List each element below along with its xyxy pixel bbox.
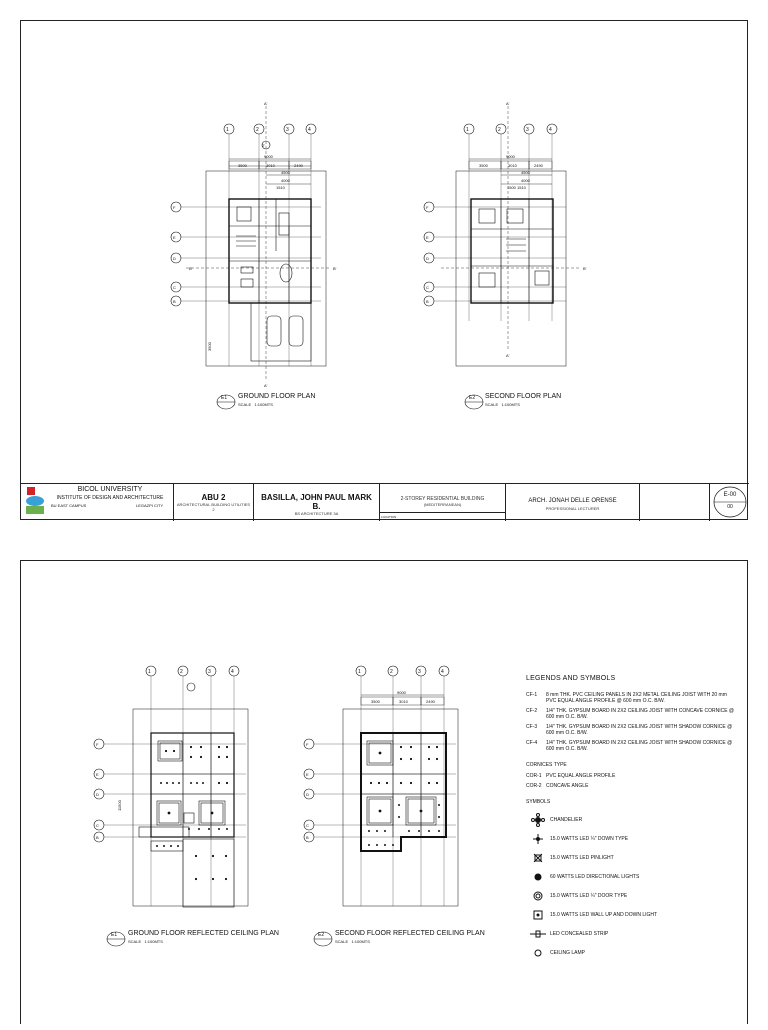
ground-floor-plan	[171, 106, 331, 381]
svg-text:B': B'	[333, 266, 337, 271]
legend-symbol-item: 15.0 WATTS LED ¼" DOOR TYPE	[526, 886, 736, 905]
legend-title: LEGENDS AND SYMBOLS	[526, 675, 616, 682]
svg-text:D: D	[173, 256, 176, 261]
svg-text:F: F	[426, 205, 429, 210]
svg-text:4: 4	[231, 669, 234, 675]
symbols-title: SYMBOLS	[526, 799, 551, 805]
legend-symbol-item: 60 WATTS LED DIRECTIONAL LIGHTS	[526, 867, 736, 886]
course-cell	[173, 483, 253, 521]
svg-text:9000: 9000	[264, 154, 273, 159]
svg-text:3: 3	[208, 669, 211, 675]
svg-text:E: E	[306, 772, 309, 777]
svg-text:3500: 3500	[371, 699, 380, 704]
svg-text:9000: 9000	[506, 154, 515, 159]
svg-text:E: E	[173, 235, 176, 240]
svg-text:E: E	[426, 235, 429, 240]
svg-text:3: 3	[286, 127, 289, 133]
svg-text:C: C	[173, 285, 176, 290]
location-label: LOCATION	[380, 512, 506, 521]
sheet-gap	[0, 528, 768, 552]
svg-text:1: 1	[148, 669, 151, 675]
legend-ceiling-item: CF-3 1/4" THK. GYPSUM BOARD IN 2X2 CEILING JOIST WITH SHADOW CORNICE @ 600 mm O.C. B/W.	[526, 724, 733, 736]
svg-text:B: B	[96, 835, 99, 840]
svg-text:3010: 3010	[266, 163, 275, 168]
project-desc: (MEDITERRANEAN)	[423, 502, 462, 507]
svg-text:3500: 3500	[479, 163, 488, 168]
plan-title-second: SECOND FLOOR PLAN	[485, 393, 562, 400]
plan-title-ground: GROUND FLOOR PLAN	[238, 393, 316, 400]
rcp-title-ground: GROUND FLOOR REFLECTED CEILING PLAN	[128, 930, 279, 937]
svg-text:A': A'	[264, 101, 268, 106]
svg-text:1510: 1510	[276, 185, 285, 190]
svg-text:1500 1510: 1500 1510	[507, 185, 526, 190]
student-cell	[253, 483, 379, 521]
svg-text:C: C	[426, 285, 429, 290]
svg-text:2: 2	[498, 127, 501, 133]
svg-text:3500: 3500	[207, 342, 212, 351]
svg-text:F: F	[306, 742, 309, 747]
svg-text:F: F	[96, 742, 99, 747]
legend-ceiling-item: CF-2 1/4" THK. GYPSUM BOARD IN 2X2 CEILING JOIST WITH CONCAVE CORNICE @ 600 mm O.C. B/W.	[526, 708, 734, 720]
ground-reflected-ceiling-plan	[94, 666, 248, 907]
project-name: 2-STOREY RESIDENTIAL BUILDING	[400, 496, 485, 502]
project-cell	[379, 483, 505, 521]
svg-text:B': B'	[189, 266, 193, 271]
ceiling-plan-sheet	[20, 560, 748, 1024]
floor-plan-drawing	[21, 21, 749, 483]
rcp-scale-label: SCALE 1:100MTS	[128, 939, 163, 944]
rcp-title-second: SECOND FLOOR REFLECTED CEILING PLAN	[335, 930, 485, 937]
rcp-id-e1: E1	[111, 932, 118, 938]
ceiling-lamp-icon	[526, 948, 550, 958]
svg-text:B: B	[426, 299, 429, 304]
svg-text:1: 1	[358, 669, 361, 675]
plan-id-e1: E1	[221, 395, 228, 401]
sheet-number: E-00	[723, 492, 737, 498]
blank-cell	[639, 483, 709, 521]
legend-ceiling-item: CF-1 8 mm THK. PVC CEILING PANELS IN 2X2 METAL CEILING JOIST WITH 20 mm PVC EQUAL ANGLE PROFILE @ 600 mm O.C. B/W.	[526, 692, 727, 704]
rcp-id-e2: E2	[318, 932, 325, 938]
svg-text:2: 2	[390, 669, 393, 675]
svg-text:4500: 4500	[521, 170, 530, 175]
school-name: BICOL UNIVERSITY	[77, 486, 143, 493]
plan-scale-label: SCALE 1:100MTS	[485, 402, 520, 407]
svg-text:B: B	[173, 299, 176, 304]
instructor-desc: PROFESSIONAL LECTURER	[545, 506, 600, 511]
svg-text:D: D	[306, 792, 309, 797]
chandelier-icon	[526, 813, 550, 827]
svg-text:4: 4	[441, 669, 444, 675]
ring-light-icon	[526, 891, 550, 901]
student-desc: BS ARCHITECTURE 3A	[294, 511, 339, 516]
sheet-number-cell	[709, 483, 749, 521]
pinlight-icon	[526, 853, 550, 863]
svg-text:2': 2'	[262, 143, 265, 148]
svg-text:B: B	[306, 835, 309, 840]
svg-text:2490: 2490	[426, 699, 435, 704]
wall-light-icon	[526, 910, 550, 920]
svg-text:D: D	[426, 256, 429, 261]
svg-text:B': B'	[583, 266, 587, 271]
svg-text:4: 4	[549, 127, 552, 133]
svg-text:2490: 2490	[534, 163, 543, 168]
university-logo	[25, 486, 45, 516]
directional-light-icon	[526, 872, 550, 882]
svg-text:A': A'	[506, 101, 510, 106]
campus-name: BU EAST CAMPUS	[51, 503, 87, 508]
grid-row-bubbles	[171, 202, 321, 306]
svg-text:3010: 3010	[508, 163, 517, 168]
strip-light-icon	[526, 929, 550, 939]
svg-text:2490: 2490	[294, 163, 303, 168]
svg-text:C: C	[306, 823, 309, 828]
svg-text:A': A'	[506, 353, 510, 358]
second-light-fixtures	[368, 746, 440, 846]
svg-text:3: 3	[526, 127, 529, 133]
legend-ceiling-item: CF-4 1/4" THK. GYPSUM BOARD IN 2X2 CEILING JOIST WITH SHADOW CORNICE @ 600 mm O.C. B/W.	[526, 740, 733, 752]
svg-text:2: 2	[180, 669, 183, 675]
city-name: LEGAZPI CITY	[136, 503, 164, 508]
svg-text:1: 1	[466, 127, 469, 133]
svg-text:3010: 3010	[399, 699, 408, 704]
legend-panel	[526, 676, 736, 962]
plan-scale-label: SCALE 1:100MTS	[238, 402, 273, 407]
svg-text:11500: 11500	[117, 800, 122, 811]
svg-text:3: 3	[418, 669, 421, 675]
svg-text:4500: 4500	[281, 170, 290, 175]
svg-text:4000: 4000	[521, 178, 530, 183]
grid-column-bubbles	[224, 124, 316, 366]
svg-text:D: D	[96, 792, 99, 797]
institute-name: INSTITUTE OF DESIGN AND ARCHITECTURE	[56, 495, 164, 501]
floor-plan-sheet	[20, 20, 748, 520]
cornices-title: CORNICES TYPE	[526, 762, 567, 768]
svg-text:F: F	[173, 205, 176, 210]
svg-text:2: 2	[256, 127, 259, 133]
legend-symbol-item: CEILING LAMP	[526, 943, 736, 962]
instructor-name: ARCH. JONAH DELLE ORENSE	[528, 498, 617, 504]
svg-text:E: E	[96, 772, 99, 777]
svg-text:4: 4	[308, 127, 311, 133]
svg-text:3500: 3500	[238, 163, 247, 168]
plan-id-e2: E2	[469, 395, 476, 401]
svg-text:C: C	[96, 823, 99, 828]
course-code: ABU 2	[201, 493, 226, 502]
legend-symbol-item: LED CONCEALED STRIP	[526, 924, 736, 943]
course-desc: ARCHITECTURAL BUILDING UTILITIES 2	[176, 502, 251, 512]
student-name: BASILLA, JOHN PAUL MARK B.	[261, 493, 372, 511]
sheet-sub-number: 00	[727, 504, 733, 510]
legend-symbol-item: 15.0 WATTS LED WALL UP AND DOWN LIGHT	[526, 905, 736, 924]
second-floor-plan	[424, 106, 581, 366]
instructor-cell	[505, 483, 639, 521]
svg-text:9000: 9000	[397, 690, 406, 695]
svg-text:1: 1	[226, 127, 229, 133]
legend-cornice-item: COR-1 PVC EQUAL ANGLE PROFILE	[526, 773, 616, 779]
downlight-icon	[526, 834, 550, 844]
rcp-scale-label: SCALE 1:100MTS	[335, 939, 370, 944]
svg-text:A': A'	[264, 383, 268, 388]
svg-text:4000: 4000	[281, 178, 290, 183]
legend-cornice-item: COR-2 CONCAVE ANGLE	[526, 783, 589, 789]
legend-symbol-item: 15.0 WATTS LED PINLIGHT	[526, 848, 736, 867]
legend-symbol-item: CHANDELIER	[526, 810, 736, 829]
school-cell	[21, 483, 171, 521]
legend-symbol-item: 15.0 WATTS LED ¼" DOWN TYPE	[526, 829, 736, 848]
